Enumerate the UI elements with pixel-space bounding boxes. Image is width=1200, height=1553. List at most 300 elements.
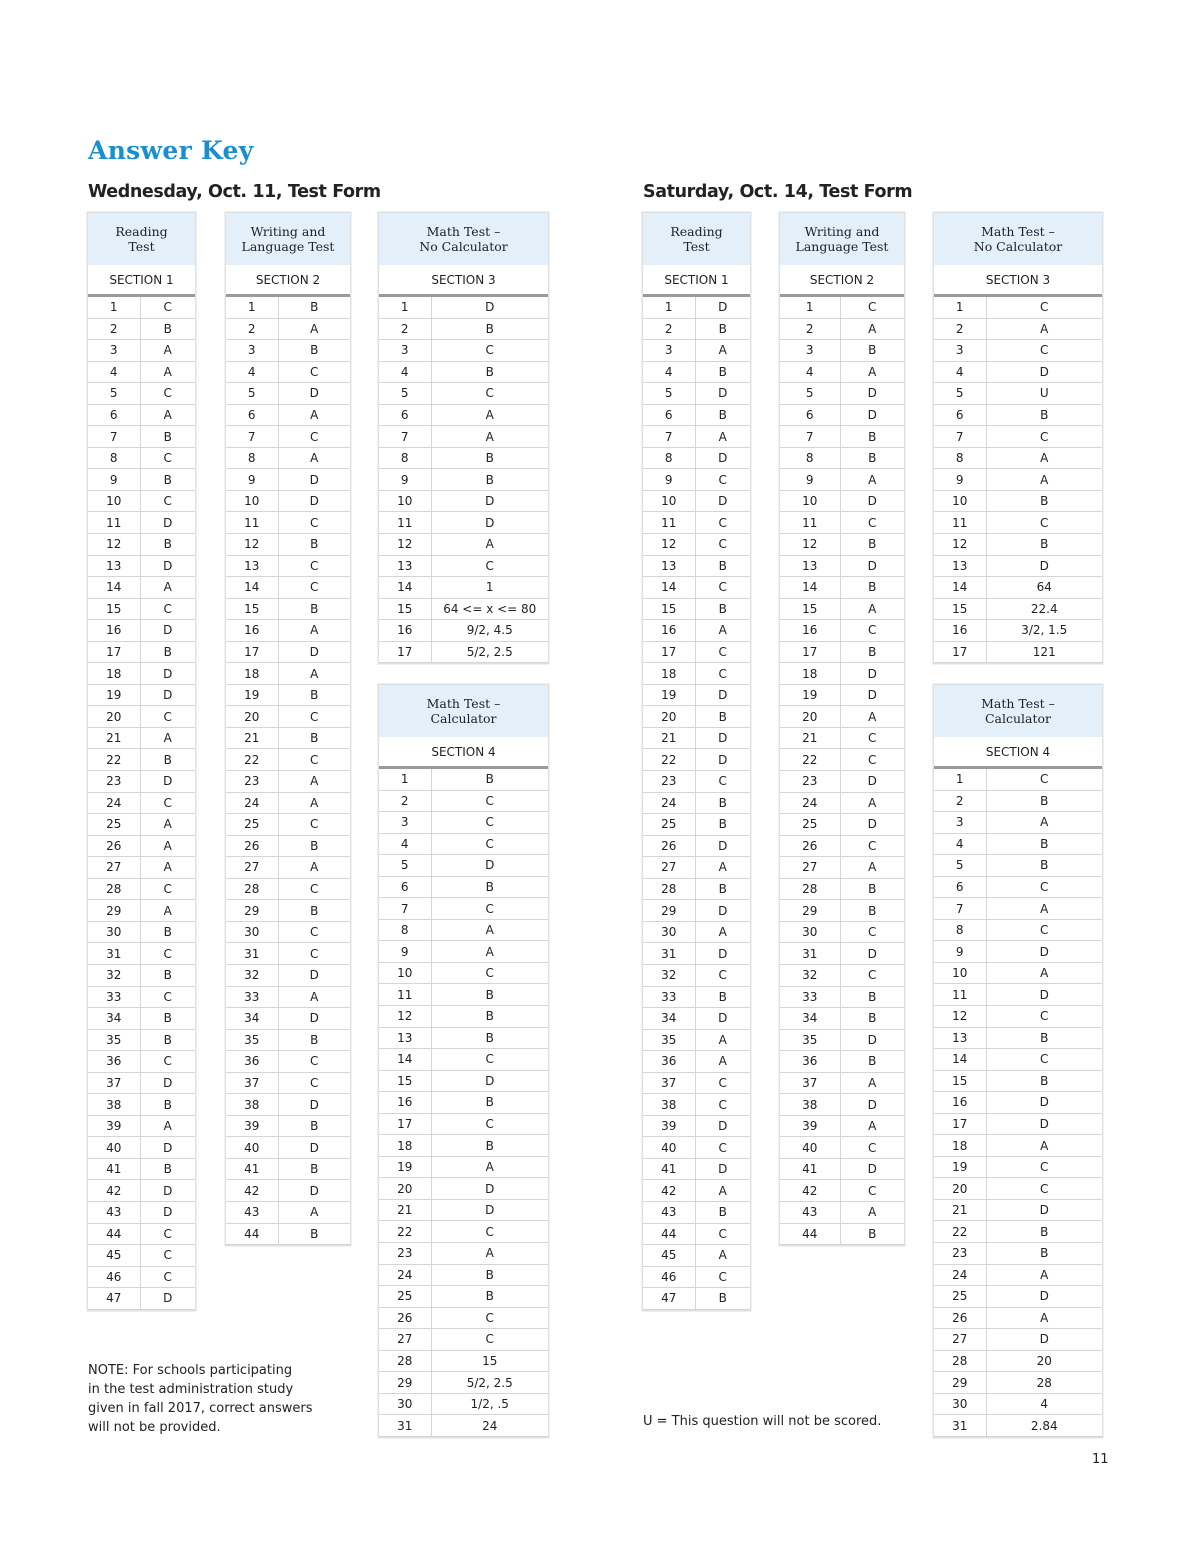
question-number: 14 — [226, 577, 278, 599]
answer-row — [643, 727, 750, 749]
answer-row — [780, 663, 904, 685]
answer-value: D — [840, 663, 904, 685]
question-number: 17 — [379, 1113, 431, 1135]
answer-value: A — [986, 1135, 1102, 1157]
answer-row — [934, 790, 1102, 812]
answer-value: C — [695, 1072, 750, 1094]
answer-value: D — [140, 1288, 195, 1310]
question-number: 32 — [780, 964, 840, 986]
question-number: 30 — [226, 921, 278, 943]
answer-value: B — [278, 1158, 350, 1180]
answer-value: D — [840, 814, 904, 836]
question-number: 2 — [226, 318, 278, 340]
answer-row — [379, 1350, 548, 1372]
answer-value: A — [140, 404, 195, 426]
question-number: 26 — [934, 1307, 986, 1329]
answer-row — [934, 555, 1102, 577]
answer-value: D — [986, 941, 1102, 963]
answer-value: C — [840, 1180, 904, 1202]
answer-value: C — [278, 426, 350, 448]
answer-row — [643, 1223, 750, 1245]
answer-value: A — [431, 1156, 548, 1178]
question-number: 4 — [780, 361, 840, 383]
answer-row — [379, 404, 548, 426]
answer-row — [88, 1115, 195, 1137]
question-number: 12 — [643, 534, 695, 556]
answer-value: B — [278, 835, 350, 857]
question-number: 40 — [226, 1137, 278, 1159]
question-number: 24 — [379, 1264, 431, 1286]
question-number: 39 — [780, 1115, 840, 1137]
question-number: 26 — [379, 1307, 431, 1329]
answer-row — [226, 512, 350, 534]
answer-row — [226, 361, 350, 383]
answer-row — [643, 1158, 750, 1180]
answer-value: B — [695, 814, 750, 836]
answer-value: B — [140, 469, 195, 491]
question-number: 4 — [88, 361, 140, 383]
answer-row — [88, 1008, 195, 1030]
answer-row — [643, 598, 750, 620]
answer-value: D — [140, 1201, 195, 1223]
question-number: 11 — [88, 512, 140, 534]
question-number: 27 — [226, 857, 278, 879]
answer-value: C — [840, 749, 904, 771]
answer-row — [643, 814, 750, 836]
answer-row — [88, 663, 195, 685]
question-number: 9 — [226, 469, 278, 491]
answer-value: B — [140, 921, 195, 943]
question-number: 4 — [934, 361, 986, 383]
answer-value: B — [695, 361, 750, 383]
answer-value: B — [986, 833, 1102, 855]
question-number: 40 — [780, 1137, 840, 1159]
answer-row — [780, 1115, 904, 1137]
answer-value: D — [986, 984, 1102, 1006]
answer-value: C — [278, 577, 350, 599]
question-number: 33 — [88, 986, 140, 1008]
answer-row — [643, 835, 750, 857]
answer-value: C — [278, 1051, 350, 1073]
question-number: 1 — [379, 768, 431, 791]
answer-row — [88, 361, 195, 383]
answer-value: C — [140, 943, 195, 965]
answer-table — [226, 213, 350, 1245]
answer-row — [780, 878, 904, 900]
question-number: 8 — [226, 447, 278, 469]
question-number: 41 — [780, 1158, 840, 1180]
answer-value: C — [278, 749, 350, 771]
question-number: 17 — [934, 1113, 986, 1135]
answer-value: A — [840, 706, 904, 728]
question-number: 28 — [780, 878, 840, 900]
question-number: 10 — [379, 962, 431, 984]
answer-value: B — [278, 1223, 350, 1245]
question-number: 39 — [643, 1115, 695, 1137]
question-number: 6 — [226, 404, 278, 426]
answer-row — [226, 921, 350, 943]
answer-value: B — [278, 340, 350, 362]
answer-value: 4 — [986, 1393, 1102, 1415]
answer-value: B — [840, 986, 904, 1008]
question-number: 41 — [643, 1158, 695, 1180]
question-number: 30 — [780, 921, 840, 943]
test-name: Math Test – Calculator — [934, 685, 1102, 738]
answer-value: D — [695, 447, 750, 469]
answer-row — [379, 855, 548, 877]
question-number: 6 — [780, 404, 840, 426]
question-number: 4 — [379, 361, 431, 383]
answer-value: D — [695, 383, 750, 405]
answer-value: C — [278, 814, 350, 836]
question-number: 10 — [88, 490, 140, 512]
answer-row — [226, 1137, 350, 1159]
answer-row — [379, 1049, 548, 1071]
answer-row — [88, 749, 195, 771]
answer-row — [934, 1372, 1102, 1394]
answer-value: C — [278, 1072, 350, 1094]
answer-value: A — [986, 962, 1102, 984]
answer-value: A — [431, 534, 548, 556]
answer-row — [88, 857, 195, 879]
answer-value: D — [695, 727, 750, 749]
answer-value: B — [986, 490, 1102, 512]
answer-row — [226, 1223, 350, 1245]
question-number: 10 — [379, 490, 431, 512]
answer-row — [934, 340, 1102, 362]
question-number: 26 — [88, 835, 140, 857]
question-number: 3 — [780, 340, 840, 362]
question-number: 13 — [379, 555, 431, 577]
answer-value: D — [278, 641, 350, 663]
answer-table — [643, 213, 750, 1310]
answer-value: B — [986, 1027, 1102, 1049]
answer-value: B — [986, 534, 1102, 556]
answer-value: A — [986, 318, 1102, 340]
answer-value: C — [278, 361, 350, 383]
answer-row — [88, 1223, 195, 1245]
question-number: 14 — [934, 577, 986, 599]
question-number: 8 — [88, 447, 140, 469]
answer-value: C — [431, 790, 548, 812]
answer-row — [643, 878, 750, 900]
question-number: 22 — [780, 749, 840, 771]
question-number: 34 — [88, 1008, 140, 1030]
answer-row — [88, 1029, 195, 1051]
question-number: 6 — [934, 876, 986, 898]
question-number: 28 — [934, 1350, 986, 1372]
question-number: 33 — [643, 986, 695, 1008]
answer-row — [226, 1158, 350, 1180]
question-number: 2 — [780, 318, 840, 340]
answer-value: C — [278, 943, 350, 965]
question-number: 1 — [934, 296, 986, 319]
answer-row — [88, 641, 195, 663]
answer-value: C — [840, 512, 904, 534]
answer-value: B — [140, 1158, 195, 1180]
question-number: 24 — [934, 1264, 986, 1286]
question-number: 22 — [88, 749, 140, 771]
question-number: 5 — [934, 383, 986, 405]
answer-value: D — [695, 1158, 750, 1180]
answer-row — [780, 900, 904, 922]
answer-row — [379, 447, 548, 469]
question-number: 31 — [780, 943, 840, 965]
question-number: 21 — [934, 1199, 986, 1221]
answer-value: B — [140, 1094, 195, 1116]
answer-value: C — [986, 1178, 1102, 1200]
question-number: 37 — [780, 1072, 840, 1094]
answer-row — [780, 814, 904, 836]
question-number: 2 — [643, 318, 695, 340]
answer-row — [934, 1027, 1102, 1049]
answer-row — [934, 447, 1102, 469]
question-number: 29 — [934, 1372, 986, 1394]
answer-row — [88, 1180, 195, 1202]
answer-row — [643, 964, 750, 986]
question-number: 21 — [643, 727, 695, 749]
answer-row — [226, 1029, 350, 1051]
question-number: 29 — [379, 1372, 431, 1394]
answer-value: C — [986, 340, 1102, 362]
answer-row — [643, 792, 750, 814]
answer-row — [379, 490, 548, 512]
answer-row — [780, 706, 904, 728]
question-number: 26 — [226, 835, 278, 857]
answer-value: C — [140, 706, 195, 728]
answer-value: D — [986, 1113, 1102, 1135]
answer-row — [643, 857, 750, 879]
answer-row — [226, 771, 350, 793]
question-number: 11 — [780, 512, 840, 534]
answer-value: C — [431, 1049, 548, 1071]
question-number: 18 — [934, 1135, 986, 1157]
answer-row — [643, 1266, 750, 1288]
answer-row — [88, 534, 195, 556]
answer-row — [226, 340, 350, 362]
answer-row — [226, 383, 350, 405]
answer-row — [379, 1329, 548, 1351]
question-number: 1 — [226, 296, 278, 319]
answer-value: B — [840, 1051, 904, 1073]
answer-row — [88, 900, 195, 922]
answer-row — [934, 361, 1102, 383]
answer-row — [780, 1223, 904, 1245]
answer-row — [379, 534, 548, 556]
question-number: 15 — [643, 598, 695, 620]
question-number: 29 — [226, 900, 278, 922]
question-number: 28 — [226, 878, 278, 900]
answer-value: B — [140, 318, 195, 340]
question-number: 19 — [643, 684, 695, 706]
answer-row — [934, 469, 1102, 491]
answer-row — [88, 555, 195, 577]
answer-row — [379, 641, 548, 663]
question-number: 36 — [226, 1051, 278, 1073]
question-number: 37 — [643, 1072, 695, 1094]
answer-row — [379, 598, 548, 620]
question-number: 22 — [934, 1221, 986, 1243]
answer-row — [379, 1393, 548, 1415]
answer-value: D — [840, 1094, 904, 1116]
section-label: SECTION 1 — [643, 266, 750, 296]
answer-row — [88, 296, 195, 319]
answer-value: A — [140, 340, 195, 362]
answer-value: 28 — [986, 1372, 1102, 1394]
answer-value: A — [278, 620, 350, 642]
test-name: Math Test – Calculator — [379, 685, 548, 738]
question-number: 9 — [934, 469, 986, 491]
answer-value: C — [840, 620, 904, 642]
section-label: SECTION 3 — [379, 266, 548, 296]
answer-row — [379, 1264, 548, 1286]
question-number: 7 — [934, 426, 986, 448]
answer-value: 5/2, 2.5 — [431, 1372, 548, 1394]
question-number: 25 — [934, 1286, 986, 1308]
answer-value: A — [695, 1245, 750, 1267]
answer-value: C — [140, 878, 195, 900]
answer-value: C — [431, 1329, 548, 1351]
question-number: 37 — [88, 1072, 140, 1094]
answer-value: C — [431, 833, 548, 855]
answer-value: A — [278, 404, 350, 426]
answer-value: A — [431, 941, 548, 963]
answer-row — [379, 1092, 548, 1114]
question-number: 5 — [643, 383, 695, 405]
answer-value: D — [986, 361, 1102, 383]
answer-row — [226, 749, 350, 771]
answer-value: 1/2, .5 — [431, 1393, 548, 1415]
question-number: 43 — [780, 1201, 840, 1223]
answer-value: 20 — [986, 1350, 1102, 1372]
question-number: 17 — [643, 641, 695, 663]
answer-value: D — [986, 1199, 1102, 1221]
answer-value: B — [431, 1006, 548, 1028]
answer-row — [88, 684, 195, 706]
answer-row — [643, 296, 750, 319]
question-number: 21 — [226, 727, 278, 749]
question-number: 16 — [934, 620, 986, 642]
question-number: 19 — [379, 1156, 431, 1178]
answer-row — [643, 706, 750, 728]
answer-value: B — [840, 1008, 904, 1030]
question-number: 22 — [643, 749, 695, 771]
answer-value: D — [986, 555, 1102, 577]
answer-value: A — [986, 1307, 1102, 1329]
answer-row — [780, 383, 904, 405]
answer-row — [780, 727, 904, 749]
answer-row — [88, 986, 195, 1008]
question-number: 2 — [934, 318, 986, 340]
answer-value: B — [278, 684, 350, 706]
answer-row — [88, 964, 195, 986]
answer-value: C — [840, 727, 904, 749]
question-number: 9 — [780, 469, 840, 491]
answer-row — [643, 641, 750, 663]
answer-value: D — [695, 943, 750, 965]
answer-value: B — [986, 1070, 1102, 1092]
question-number: 43 — [643, 1201, 695, 1223]
answer-row — [88, 706, 195, 728]
question-number: 35 — [226, 1029, 278, 1051]
answer-value: B — [840, 577, 904, 599]
answer-value: B — [695, 318, 750, 340]
question-number: 3 — [226, 340, 278, 362]
answer-value: C — [431, 962, 548, 984]
question-number: 45 — [88, 1245, 140, 1267]
answer-row — [934, 1415, 1102, 1437]
answer-value: C — [986, 426, 1102, 448]
answer-row — [643, 340, 750, 362]
question-number: 35 — [780, 1029, 840, 1051]
answer-value: C — [278, 878, 350, 900]
answer-row — [379, 941, 548, 963]
answer-value: D — [840, 943, 904, 965]
answer-row — [780, 857, 904, 879]
answer-row — [226, 469, 350, 491]
answer-value: B — [140, 426, 195, 448]
answer-table — [780, 213, 904, 1245]
question-number: 10 — [780, 490, 840, 512]
answer-value: C — [840, 1137, 904, 1159]
answer-value: B — [986, 1243, 1102, 1265]
test-name: Reading Test — [643, 213, 750, 266]
answer-row — [934, 1221, 1102, 1243]
question-number: 20 — [226, 706, 278, 728]
answer-value: D — [278, 1180, 350, 1202]
answer-row — [780, 361, 904, 383]
answer-row — [643, 1201, 750, 1223]
answer-row — [88, 383, 195, 405]
question-number: 15 — [88, 598, 140, 620]
question-number: 36 — [780, 1051, 840, 1073]
answer-row — [379, 919, 548, 941]
answer-row — [88, 404, 195, 426]
answer-row — [643, 684, 750, 706]
answer-row — [643, 771, 750, 793]
question-number: 46 — [643, 1266, 695, 1288]
question-number: 8 — [934, 919, 986, 941]
answer-row — [88, 340, 195, 362]
answer-row — [643, 577, 750, 599]
section-label: SECTION 2 — [226, 266, 350, 296]
question-number: 22 — [379, 1221, 431, 1243]
answer-row — [780, 1029, 904, 1051]
question-number: 3 — [88, 340, 140, 362]
answer-row — [88, 727, 195, 749]
answer-row — [88, 1158, 195, 1180]
answer-row — [643, 1094, 750, 1116]
answer-row — [780, 1072, 904, 1094]
question-number: 15 — [379, 1070, 431, 1092]
question-number: 38 — [88, 1094, 140, 1116]
answer-row — [88, 1051, 195, 1073]
answer-value: B — [278, 296, 350, 319]
answer-value: C — [695, 641, 750, 663]
answer-row — [226, 555, 350, 577]
answer-value: D — [431, 1199, 548, 1221]
answer-row — [88, 469, 195, 491]
answer-value: C — [986, 296, 1102, 319]
answer-value: B — [695, 1201, 750, 1223]
question-number: 13 — [934, 1027, 986, 1049]
answer-value: D — [695, 1115, 750, 1137]
question-number: 21 — [780, 727, 840, 749]
section-label: SECTION 2 — [780, 266, 904, 296]
answer-row — [780, 404, 904, 426]
answer-value: 22.4 — [986, 598, 1102, 620]
answer-value: C — [278, 555, 350, 577]
